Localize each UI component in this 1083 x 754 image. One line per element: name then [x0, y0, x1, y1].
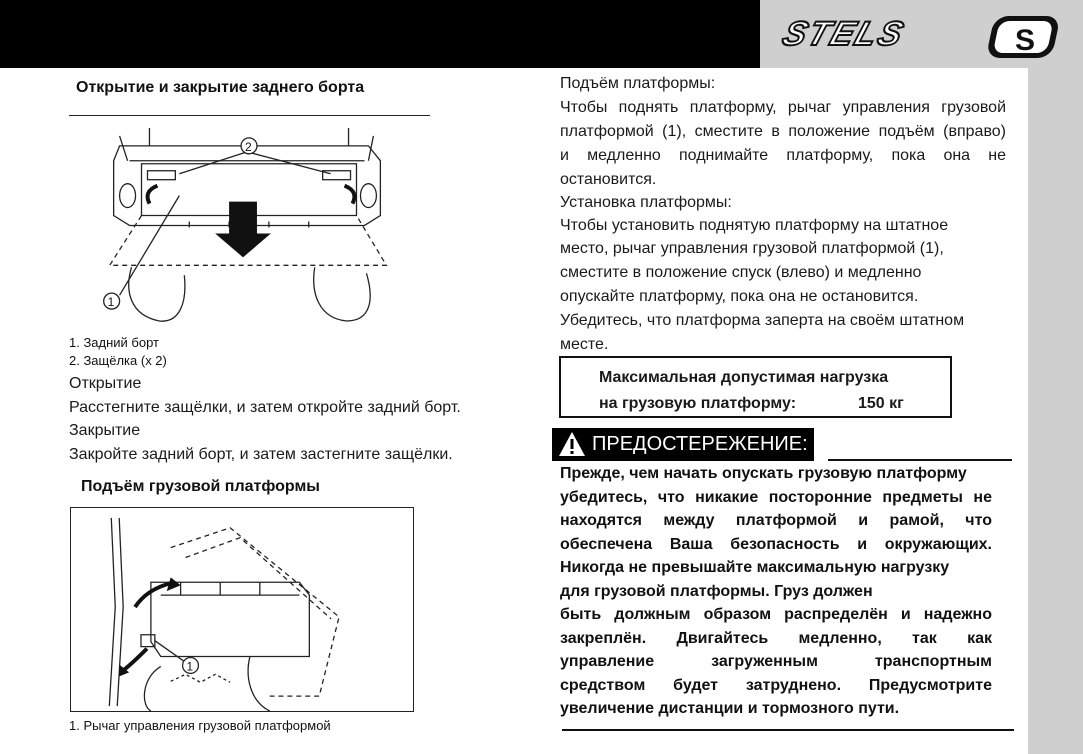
warning-line-5: Никогда не превышайте максимальную нагрузку [560, 559, 950, 576]
platform-diagram [71, 508, 413, 711]
lower-line-2: Чтобы установить поднятую платформу на штатное [560, 217, 949, 234]
tailgate-figure [69, 115, 430, 328]
max-load-box [559, 356, 952, 418]
fig1-caption-2: 2. Защёлка (x 2) [69, 353, 167, 368]
warning-rule-top [828, 459, 1012, 461]
tailgate-heading: Открытие и закрытие заднего борта [76, 79, 365, 96]
brand-emblem-letter: S [1015, 24, 1036, 57]
lift-line-4: и медленно поднимайте платформу, пока она не [560, 147, 1006, 164]
lift-line-5: остановится. [560, 171, 657, 188]
warning-line-7: быть должным образом распределён и надежно [560, 606, 992, 623]
close-text: Закройте задний борт, и затем застегните защёлки. [69, 446, 453, 463]
fig1-caption-1: 1. Задний борт [69, 335, 160, 350]
close-label: Закрытие [69, 422, 141, 439]
fig2-callout-1: 1 [186, 659, 194, 674]
brand-logo [760, 0, 1083, 68]
open-label: Открытие [69, 375, 142, 392]
warning-line-3: находятся между платформой и рамой, что [560, 512, 992, 529]
warning-line-1: Прежде, чем начать опускать грузовую платформу [560, 465, 967, 482]
open-text: Расстегните защёлки, и затем откройте задний борт. [69, 399, 461, 416]
warning-title: ПРЕДОСТЕРЕЖЕНИЕ: [592, 433, 808, 455]
lower-line-5: опускайте платформу, пока она не остановится. [560, 288, 919, 305]
lower-line-4: сместите в положение спуск (влево) и медленно [560, 264, 922, 281]
warning-line-10: средством будет затруднено. Предусмотрите [560, 677, 992, 694]
tailgate-diagram [69, 116, 430, 328]
warning-line-11: увеличение дистанции и тормозного пути. [560, 700, 900, 717]
side-strip [1028, 68, 1083, 754]
fig1-callout-1: 1 [107, 295, 115, 310]
max-load-line-1: Максимальная допустимая нагрузка [599, 369, 889, 386]
lift-line-3: платформой (1), сместите в положение подъём (вправо) [560, 123, 1006, 140]
fig2-caption: 1. Рычаг управления грузовой платформой [69, 718, 331, 733]
platform-heading: Подъём грузовой платформы [81, 478, 320, 495]
lift-line-2: Чтобы поднять платформу, рычаг управления грузовой [560, 99, 1006, 116]
warning-rule-bottom [562, 729, 1014, 731]
brand-wordmark: STELS [777, 15, 910, 53]
warning-line-6: для грузовой платформы. Груз должен [560, 583, 873, 600]
platform-figure [70, 507, 414, 712]
max-load-value: 150 кг [858, 395, 904, 412]
lower-line-7: месте. [560, 336, 609, 353]
lower-line-3: место, рычаг управления грузовой платформой (1), [560, 240, 944, 257]
header-bar [0, 0, 760, 68]
lower-line-1: Установка платформы: [560, 194, 732, 211]
warning-line-9: управление загруженным транспортным [560, 653, 992, 670]
max-load-line-2: на грузовую платформу: [599, 395, 797, 412]
warning-line-2: убедитесь, что никакие посторонние предметы не [560, 489, 992, 506]
fig1-callout-2: 2 [245, 139, 252, 154]
lower-line-6: Убедитесь, что платформа заперта на своём штатном [560, 312, 965, 329]
warning-triangle-icon [558, 431, 586, 457]
warning-heading [552, 428, 814, 461]
warning-line-4: обеспечена Ваша безопасность и окружающих. [560, 536, 992, 553]
brand-emblem-icon [760, 0, 1083, 68]
warning-line-8: закреплён. Двигайтесь медленно, так как [560, 630, 992, 647]
lift-line-1: Подъём платформы: [560, 75, 716, 92]
